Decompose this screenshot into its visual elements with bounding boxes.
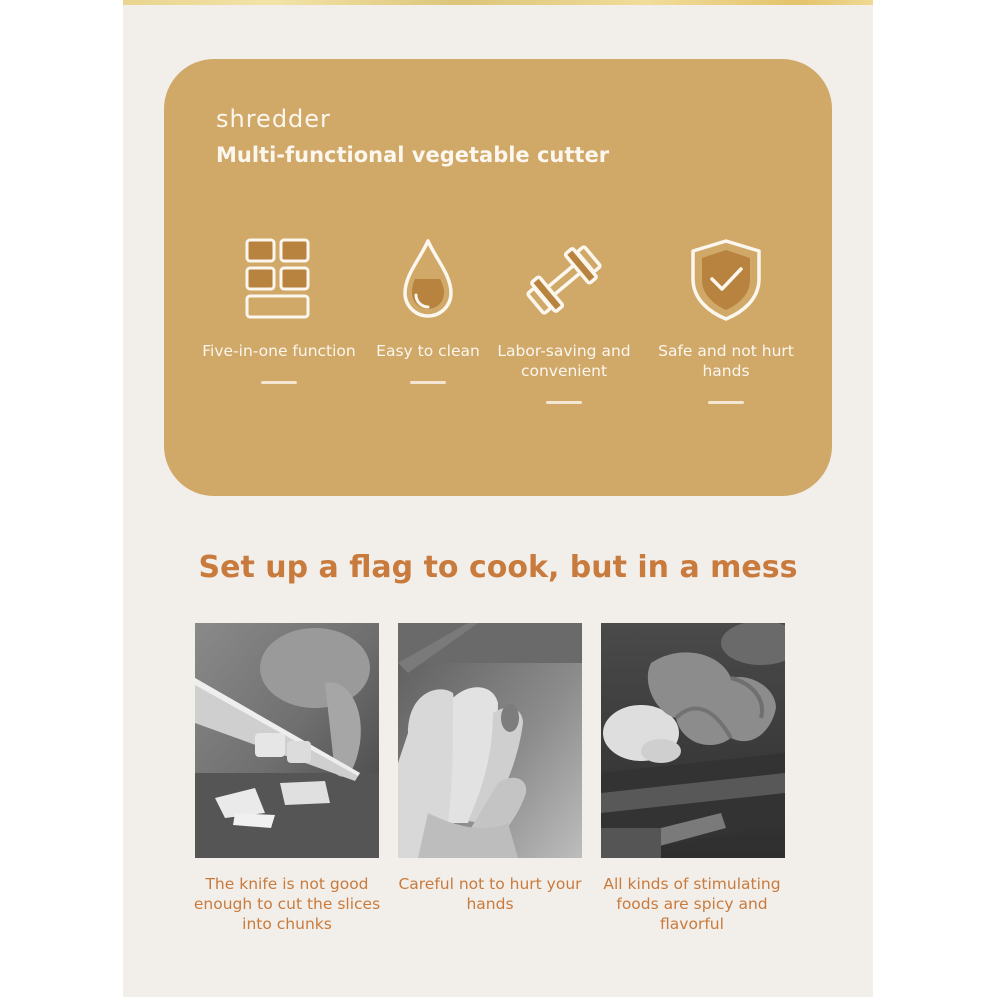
feature-card <box>164 59 832 496</box>
caption-knife: The knife is not good enough to cut the slices into chunks <box>193 875 381 933</box>
grid-blocks-icon <box>244 237 314 323</box>
feature-label: Labor-saving and convenient <box>497 342 631 380</box>
feature-divider <box>708 401 744 404</box>
product-page <box>123 0 873 997</box>
ginger-garlic-photo <box>601 623 785 858</box>
shield-check-icon <box>687 237 765 323</box>
feature-label: Five-in-one function <box>202 342 356 360</box>
product-subtitle: Multi-functional vegetable cutter <box>216 143 610 167</box>
injured-hand-photo <box>398 623 582 858</box>
section-headline: Set up a flag to cook, but in a mess <box>198 550 798 585</box>
feature-divider <box>546 401 582 404</box>
feature-safe <box>641 237 811 404</box>
feature-label: Safe and not hurt hands <box>658 342 794 380</box>
feature-five-in-one <box>194 237 364 384</box>
feature-divider <box>410 381 446 384</box>
dumbbell-icon <box>521 237 607 323</box>
brand-name: shredder <box>216 105 331 133</box>
knife-cutting-photo <box>195 623 379 858</box>
feature-divider <box>261 381 297 384</box>
feature-labor-saving <box>479 237 649 404</box>
caption-hands: Careful not to hurt your hands <box>398 875 582 913</box>
water-drop-icon <box>393 237 463 323</box>
feature-label: Easy to clean <box>376 342 480 360</box>
top-banner-strip <box>123 0 873 5</box>
caption-spicy-foods: All kinds of stimulating foods are spicy and flavorful <box>603 875 781 933</box>
